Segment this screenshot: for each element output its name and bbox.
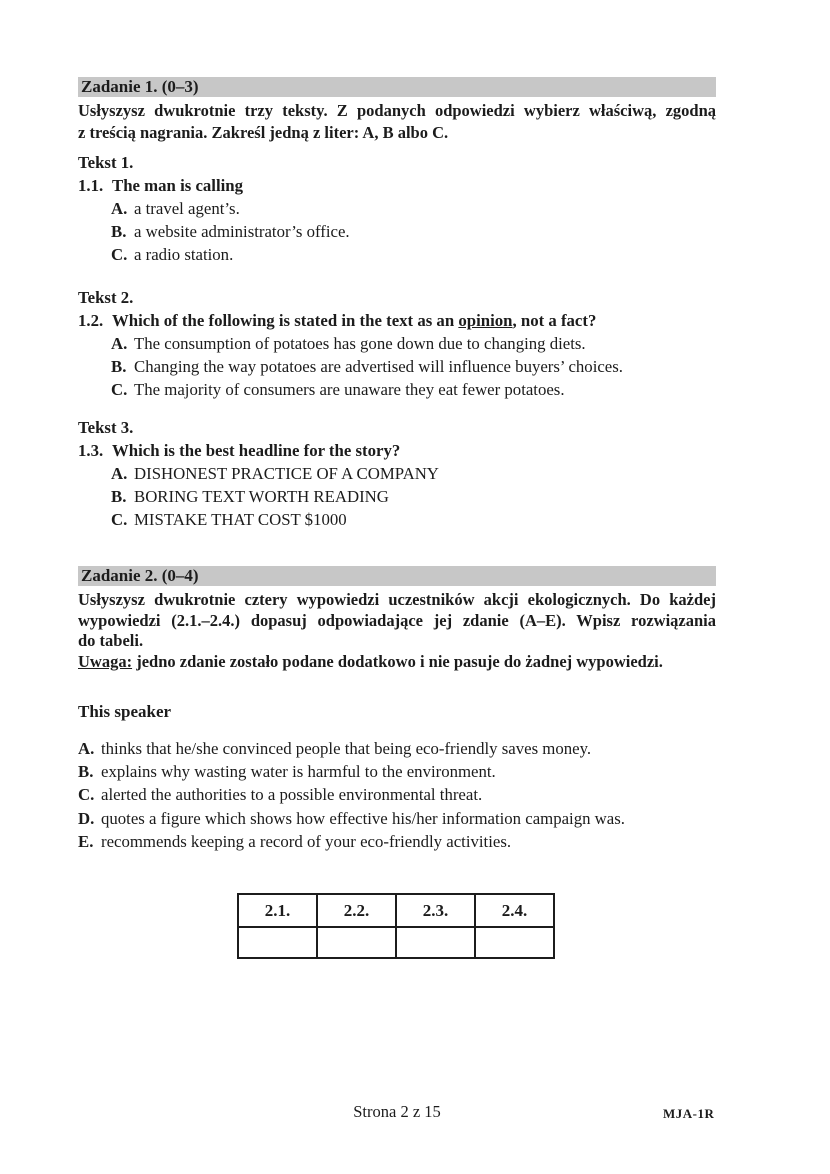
option-letter: A.	[111, 334, 128, 353]
option-text: a website administrator’s office.	[134, 222, 350, 241]
text1-label: Tekst 1.	[78, 153, 134, 172]
question-number: 1.2.	[78, 311, 104, 330]
task1-text1-block	[78, 151, 716, 266]
statement-letter: A.	[78, 739, 95, 758]
task1-text3-block	[78, 416, 716, 531]
option-letter: C.	[111, 510, 128, 529]
task1-instructions	[78, 100, 716, 144]
option-letter: B.	[111, 222, 127, 241]
option-letter: B.	[111, 487, 127, 506]
question-1-1	[78, 174, 716, 197]
option-letter: C.	[111, 380, 128, 399]
option-letter: A.	[111, 464, 128, 483]
option-text: The majority of consumers are unaware they eat fewer potatoes.	[134, 380, 565, 399]
option-1-3-a	[78, 462, 716, 485]
option-1-3-b	[78, 485, 716, 508]
statement-letter: C.	[78, 785, 95, 805]
statement-e	[78, 830, 716, 853]
task2-instructions-line3: do tabeli.	[78, 631, 144, 650]
exam-code: MJA-1R	[663, 1106, 715, 1121]
answer-header-2-1: 2.1.	[238, 894, 317, 927]
option-text: BORING TEXT WORTH READING	[134, 487, 389, 506]
statement-a	[78, 737, 716, 760]
note-label: Uwaga:	[78, 651, 133, 671]
option-1-1-c	[78, 243, 716, 266]
option-letter: A.	[111, 199, 128, 218]
answer-table-header-row	[238, 894, 554, 927]
task1-instructions-line2: z treścią nagrania. Zakreśl jedną z liter: A, B albo C.	[78, 123, 449, 142]
text3-label: Tekst 3.	[78, 418, 134, 437]
question-text-prefix: Which of the following is stated in the text as an	[112, 311, 459, 330]
statement-text: quotes a figure which shows how effective his/her information campaign was.	[101, 808, 625, 828]
answer-header-2-2: 2.2.	[317, 894, 396, 927]
task1-text2-block	[78, 286, 716, 401]
answer-table-answer-row	[238, 927, 554, 958]
option-text: DISHONEST PRACTICE OF A COMPANY	[134, 464, 439, 483]
note-text: jedno zdanie zostało podane dodatkowo i nie pasuje do żadnej wypowiedzi.	[132, 651, 663, 671]
task1-header-bar	[78, 77, 716, 97]
question-text	[112, 309, 596, 332]
statement-text: thinks that he/she convinced people that being eco-friendly saves money.	[101, 739, 592, 758]
question-text: Which is the best headline for the story?	[112, 441, 401, 460]
task2-note	[78, 652, 716, 673]
option-text: a travel agent’s.	[134, 199, 240, 218]
option-letter: C.	[111, 245, 128, 264]
question-number: 1.3.	[78, 441, 104, 460]
option-1-2-b	[78, 355, 716, 378]
option-1-3-c	[78, 508, 716, 531]
answer-header-2-4: 2.4.	[475, 894, 554, 927]
task2-header-label: Zadanie 2. (0–4)	[81, 566, 199, 585]
option-1-1-a	[78, 197, 716, 220]
option-1-2-c	[78, 378, 716, 401]
task2-instructions-line2: wypowiedzi (2.1.–2.4.) dopasuj odpowiadające jej zdanie (A–E). Wpisz rozwiązania	[78, 610, 716, 630]
option-1-2-a	[78, 332, 716, 355]
task1-header-label: Zadanie 1. (0–3)	[81, 77, 199, 96]
answer-cell-2-1	[238, 927, 317, 958]
task2-header-bar	[78, 566, 716, 586]
task2-instructions-line1: Usłyszysz dwukrotnie cztery wypowiedzi uczestników akcji ekologicznych. Do każdej	[78, 590, 716, 609]
answer-cell-2-3	[396, 927, 475, 958]
answer-cell-2-4	[475, 927, 554, 958]
statement-text: recommends keeping a record of your eco-friendly activities.	[101, 831, 512, 851]
statement-b	[78, 760, 716, 783]
text2-label: Tekst 2.	[78, 288, 134, 307]
statement-text: explains why wasting water is harmful to the environment.	[101, 762, 496, 782]
statement-c	[78, 783, 716, 806]
option-text: Changing the way potatoes are advertised will influence buyers’ choices.	[134, 357, 623, 376]
option-letter: B.	[111, 357, 127, 376]
speaker-heading: This speaker	[78, 702, 172, 721]
statement-text: alerted the authorities to a possible environmental threat.	[101, 785, 483, 805]
statement-letter: E.	[78, 831, 94, 851]
option-text: MISTAKE THAT COST $1000	[134, 510, 347, 529]
statement-letter: D.	[78, 808, 95, 828]
answer-header-2-3: 2.3.	[396, 894, 475, 927]
answer-table	[237, 893, 555, 959]
question-number: 1.1.	[78, 176, 104, 195]
question-1-3	[78, 439, 716, 462]
task2-instructions	[78, 590, 716, 672]
statement-d	[78, 807, 716, 830]
option-text: The consumption of potatoes has gone down due to changing diets.	[134, 334, 586, 353]
task1-instructions-line1: Usłyszysz dwukrotnie trzy teksty. Z podanych odpowiedzi wybierz właściwą, zgodną	[78, 101, 716, 120]
option-text: a radio station.	[134, 245, 234, 264]
statement-letter: B.	[78, 762, 94, 782]
answer-cell-2-2	[317, 927, 396, 958]
task2-statements	[78, 737, 716, 853]
question-text-suffix: , not a fact?	[512, 311, 597, 330]
question-1-2	[78, 309, 716, 332]
page-number: Strona 2 z 15	[353, 1102, 441, 1121]
option-1-1-b	[78, 220, 716, 243]
question-text-underlined: opinion	[458, 311, 513, 330]
question-text: The man is calling	[112, 176, 244, 195]
